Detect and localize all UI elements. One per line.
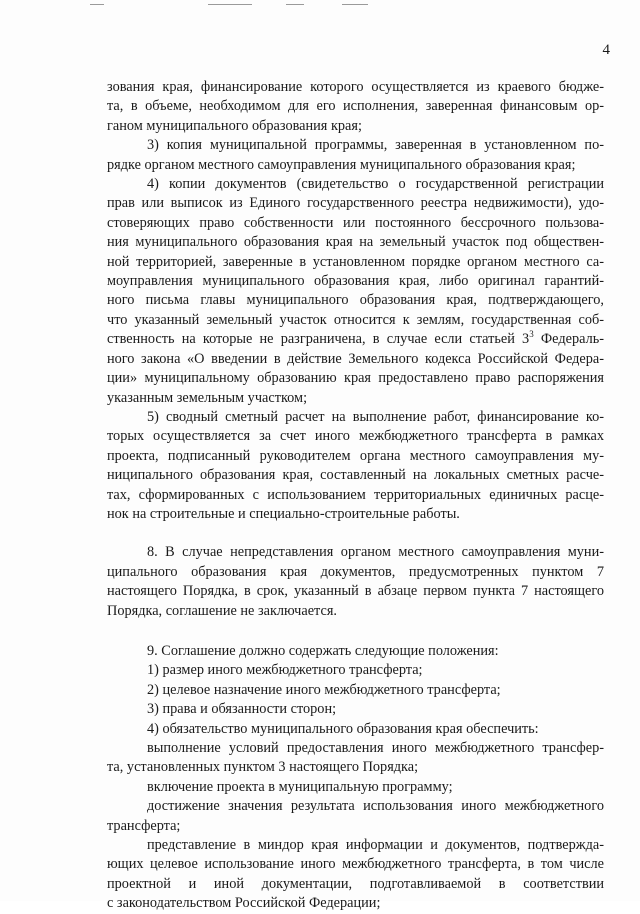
text-line: выполнение условий предоставления иного межбюджетного трансфер- <box>147 740 604 756</box>
text-line: что указанный земельный участок относится к землям, государственная соб- <box>107 311 604 328</box>
text-line: 5) сводный сметный расчет на выполнение работ, финансирование ко- <box>147 408 604 425</box>
text-line: зования края, финансирование которого осуществляется из краевого бюдже- <box>107 79 604 95</box>
obligation-item <box>107 797 604 836</box>
text-line: ющих целевое использование иного межбюджетного трансферта, в том числе <box>107 856 604 873</box>
text-line: представление в миндор края информации и документов, подтвержда- <box>147 837 604 854</box>
scan-artifacts <box>90 2 390 8</box>
text-line: нок на строительные и специально-строительные работы. <box>107 505 460 522</box>
text-line: ниципального образования края, составленный на локальных сметных расче- <box>107 467 604 484</box>
text-line: тах, сформированных с использованием территориальных единичных расце- <box>107 486 604 503</box>
text-line: моуправления муниципального образования края, либо оригинал гарантий- <box>107 273 604 290</box>
text-line: ной территорией, заверенные в установленном порядке органом местного са- <box>107 253 604 270</box>
list-item: 3) права и обязанности сторон; <box>147 701 337 718</box>
text-line: с законодательством Российской Федерации; <box>107 895 381 912</box>
text-fragment: ственность на которые не разграничена, в случае если статьей 3 <box>107 331 530 348</box>
page-number: 4 <box>602 42 610 58</box>
text-line: Порядка, соглашение не заключается. <box>107 602 337 619</box>
text-line: трансферта; <box>107 817 181 834</box>
text-line: торых осуществляется за счет иного межбюджетного трансферта в рамках <box>107 428 604 445</box>
paragraph-item-4 <box>107 175 604 408</box>
list-item: 4) обязательство муниципального образования края обеспечить: <box>147 720 539 737</box>
paragraph-point-9-intro: 9. Соглашение должно содержать следующие положения: <box>147 642 499 659</box>
text-line: та, в объеме, необходимом для его исполнения, заверенная финансовым ор- <box>107 98 604 115</box>
paragraph-point-8 <box>107 543 604 621</box>
text-line: проектной и иной документации, подготавливаемой в соответствии <box>107 875 604 892</box>
text-line: ного закона «О введении в действие Земельного кодекса Российской Федера- <box>107 350 604 367</box>
text-line: настоящего Порядка, в срок, указанный в абзаце первом пункта 7 настоящего <box>107 583 604 600</box>
text-line: достижение значения результата использования иного межбюджетного <box>147 798 604 815</box>
text-line: рядке органом местного самоуправления муниципального образования края; <box>107 156 576 173</box>
text-line: 8. В случае непредставления органом местного самоуправления муни- <box>147 544 604 561</box>
text-line <box>107 330 604 349</box>
text-line: указанным земельным участком; <box>107 389 308 406</box>
text-line: 3) копия муниципальной программы, заверенная в установленном по- <box>147 137 604 154</box>
obligation-item: включение проекта в муниципальную программу; <box>147 778 453 795</box>
text-line: 4) копии документов (свидетельство о государственной регистрации <box>147 176 604 193</box>
text-line: прав или выписок из Единого государственного реестра недвижимости), удо- <box>107 195 604 212</box>
text-line: стоверяющих право собственности или постоянного бессрочного пользова- <box>107 214 604 231</box>
list-item: 2) целевое назначение иного межбюджетного трансферта; <box>147 681 501 698</box>
paragraph-item-3 <box>107 136 604 175</box>
text-fragment: Федераль- <box>533 331 604 348</box>
paragraph-continuation <box>107 78 604 136</box>
paragraph-item-5 <box>107 408 604 524</box>
list-item: 1) размер иного межбюджетного трансферта; <box>147 662 423 679</box>
text-line: ципального образования края документов, предусмотренных пунктом 7 <box>107 563 604 580</box>
text-line: проекта, подписанный руководителем органа местного самоуправления му- <box>107 447 604 464</box>
text-line: ния муниципального образования края на земельный участок под обществен- <box>107 234 604 251</box>
obligation-item <box>107 836 604 914</box>
text-line: ного письма главы муниципального образования края, подтверждающего, <box>107 292 604 309</box>
document-body <box>107 78 604 914</box>
text-line: ции» муниципальному образованию края предоставлено право распоряжения <box>107 370 604 387</box>
text-line: ганом муниципального образования края; <box>107 117 362 134</box>
text-line: та, установленных пунктом 3 настоящего Порядка; <box>107 759 419 776</box>
obligation-item <box>107 739 604 778</box>
superscript: 3 <box>529 329 534 340</box>
